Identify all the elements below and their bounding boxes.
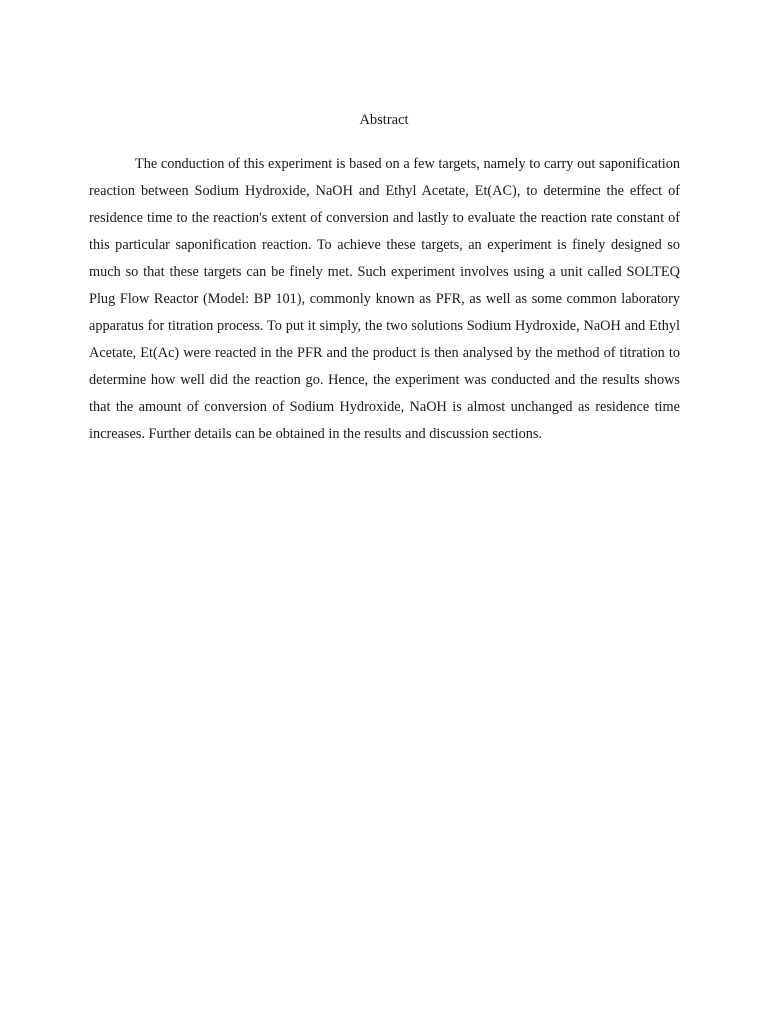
- abstract-heading: Abstract: [359, 112, 409, 128]
- abstract-paragraph: The conduction of this experiment is based on a few targets, namely to carry out saponification reaction between Sodium Hydroxide, NaOH and Ethyl Acetate, Et(AC), to determine the effect of residence time to the reaction's extent of conversion and lastly to evaluate the reaction rate constant of this particular saponification reaction. To achieve these targets, an experiment is finely designed so much so that these targets can be finely met. Such experiment involves using a unit called SOLTEQ Plug Flow Reactor (Model: BP 101), commonly known as PFR, as well as some common laboratory apparatus for titration process. To put it simply, the two solutions Sodium Hydroxide, NaOH and Ethyl Acetate, Et(Ac) were reacted in the PFR and the product is then analysed by the method of titration to determine how well did the reaction go. Hence, the experiment was conducted and the results shows that the amount of conversion of Sodium Hydroxide, NaOH is almost unchanged as residence time increases. Further details can be obtained in the results and discussion sections.: [89, 156, 680, 442]
